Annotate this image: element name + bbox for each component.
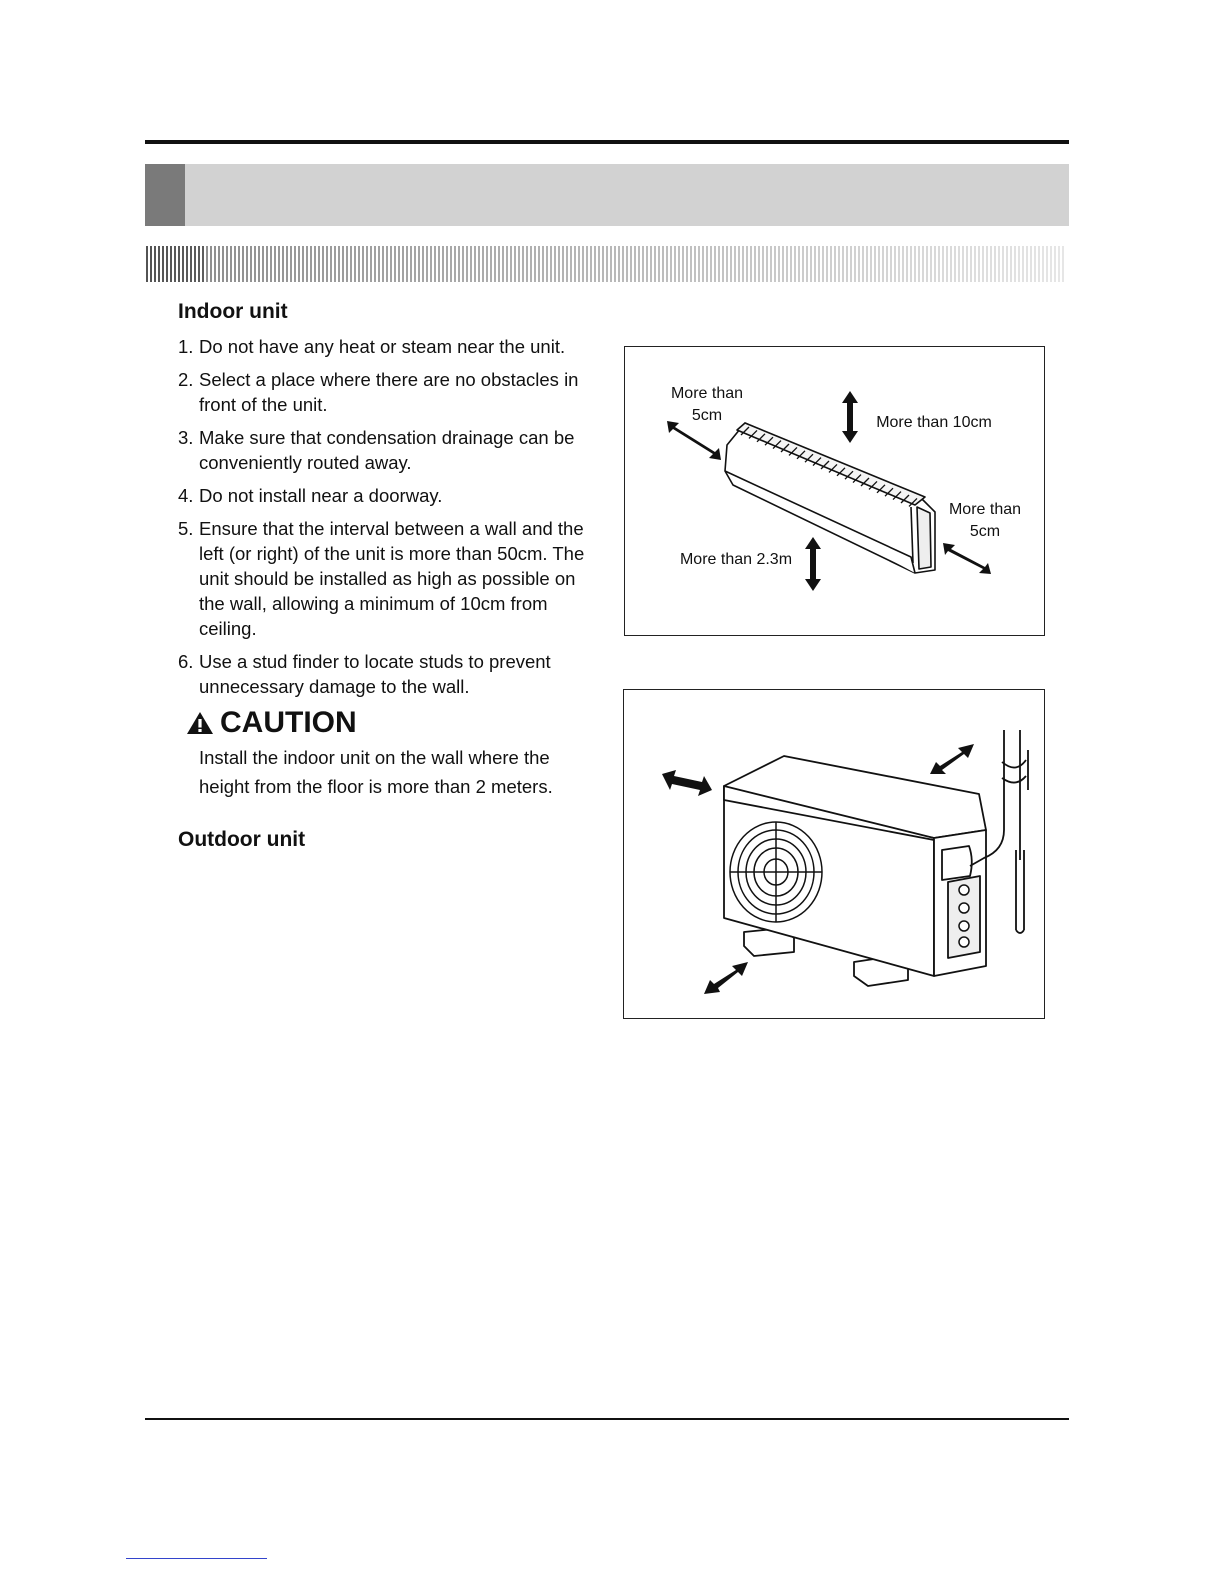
bottom-rule [145,1418,1069,1420]
footer-link-underline [126,1558,267,1559]
left-clearance-label: More than 5cm [670,385,744,424]
outdoor-unit-title: Outdoor unit [178,828,306,851]
top-rule [145,140,1069,144]
caution-text: Install the indoor unit on the wall where the height from the floor is more than 2 meters. [199,747,553,797]
list-item: 2. Select a place where there are no obstacles in front of the unit. [178,369,579,415]
indoor-unit-title: Indoor unit [178,300,288,323]
list-item: 6. Use a stud finder to locate studs to prevent unnecessary damage to the wall. [178,651,551,697]
caution-title: CAUTION [220,706,357,739]
decorative-stripe-bar [145,242,1069,286]
list-item: 3. Make sure that condensation drainage can be conveniently routed away. [178,427,575,473]
caution-heading [186,706,357,740]
right-clearance-label: More than 5cm [948,501,1022,540]
list-item: 4. Do not install near a doorway. [178,485,443,506]
indoor-unit-clearance-figure [624,346,1045,636]
top-clearance-label: More than 10cm [876,414,992,431]
list-item: 5. Ensure that the interval between a wall and the left (or right) of the unit is more than 50cm. The unit should be installed as high as possible on the wall, allowing a minimum of 10cm from ceiling. [178,518,585,639]
outdoor-unit-clearance-figure [623,689,1045,1019]
list-item: 1. Do not have any heat or steam near the unit. [178,336,566,357]
floor-height-label: More than 2.3m [679,551,793,568]
warning-triangle-icon [186,711,214,735]
section-header-band [145,164,1069,226]
section-header-marker [145,164,185,226]
indoor-unit-list [178,334,608,707]
outdoor-unit-illustration [624,690,1044,1018]
